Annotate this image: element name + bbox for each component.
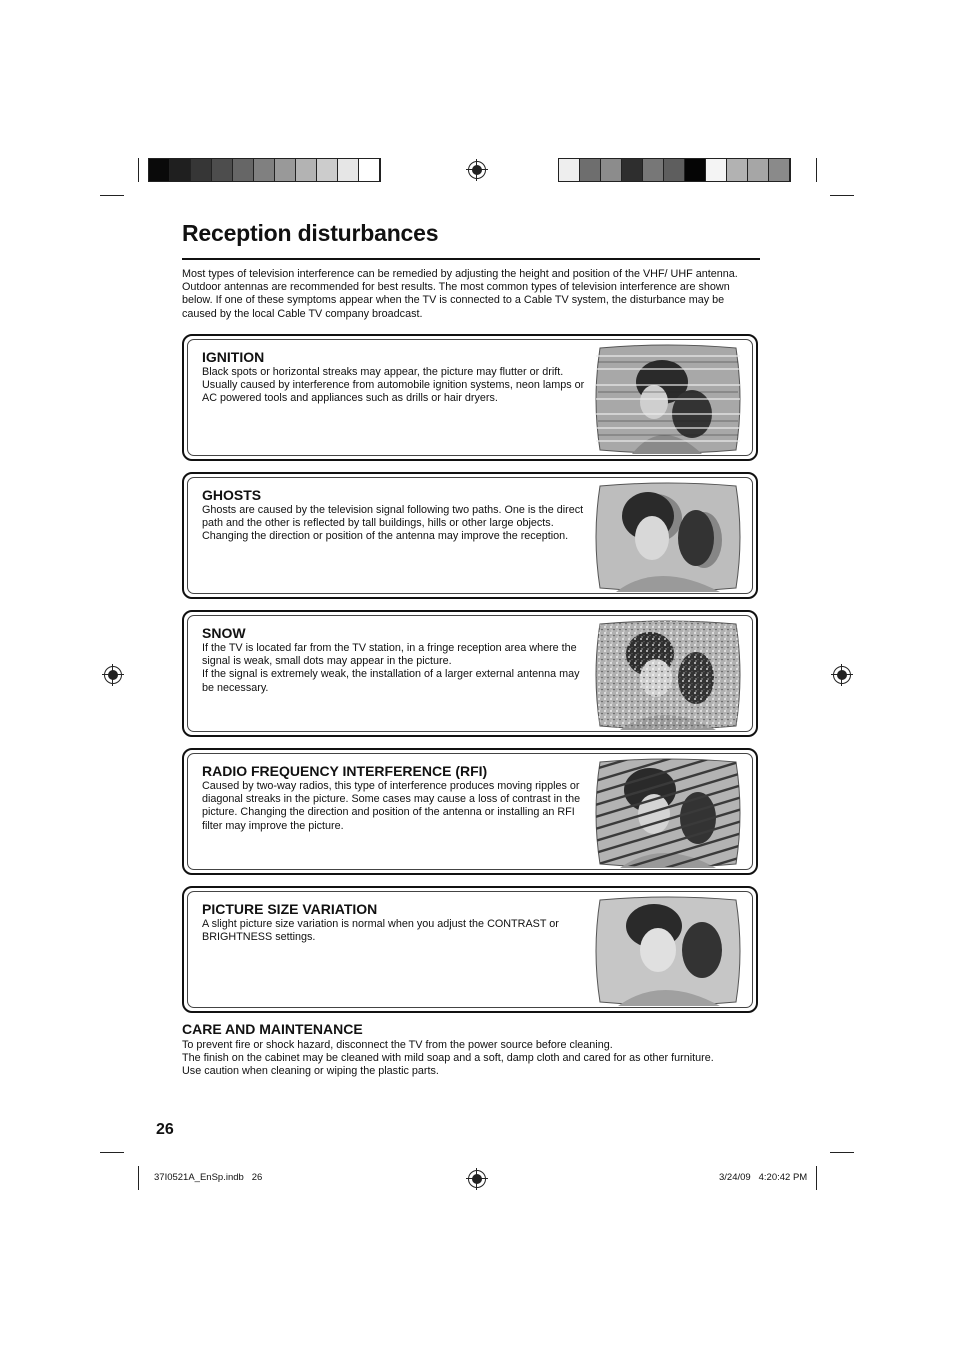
color-swatch [664, 159, 685, 181]
color-swatch [727, 159, 748, 181]
color-swatch [769, 159, 790, 181]
section-ignition [182, 334, 758, 461]
page-number: 26 [156, 1121, 174, 1138]
color-swatch [254, 159, 275, 181]
crop-mark [816, 1166, 817, 1190]
care-text: To prevent fire or shock hazard, disconnect the TV from the power source before cleaning. The finish on the cabinet may be cleaned with mild soap and a soft, damp cloth and cared for as other furniture. Use caution when cleaning or wiping the plastic parts. [182, 1039, 714, 1078]
intro-paragraph: Most types of television interference can be remedied by adjusting the height and position of the VHF/ UHF antenna. Outdoor antennas are recommended for best results. The most common types of television interference are shown below. If one of these symptoms appear when the TV is connected to a Cable TV system, the disturbance may be caused by the local Cable TV company broadcast. [182, 268, 738, 320]
color-swatch [622, 159, 643, 181]
crop-mark [830, 195, 854, 196]
registration-mark-icon [468, 1170, 486, 1188]
title-rule [182, 258, 760, 260]
crop-mark [100, 195, 124, 196]
crop-mark [100, 1152, 124, 1153]
section-text: Caused by two-way radios, this type of interference produces moving ripples or diagonal streaks in the picture. Some cases may cause a loss of contrast in the picture. Changing the direction and position of the antenna or installing an RFI filter may improve the picture. [202, 780, 581, 832]
crop-mark [138, 1166, 139, 1190]
color-swatch [233, 159, 254, 181]
crop-mark [138, 158, 139, 182]
section-snow [182, 610, 758, 737]
crop-mark [830, 1152, 854, 1153]
color-swatch [559, 159, 580, 181]
color-calibration-bar-right [558, 158, 791, 182]
color-swatch [748, 159, 769, 181]
tv-screen-snow-image [592, 620, 744, 730]
color-swatch [359, 159, 380, 181]
section-ghosts [182, 472, 758, 599]
color-swatch [580, 159, 601, 181]
color-swatch [601, 159, 622, 181]
color-swatch [706, 159, 727, 181]
color-swatch [685, 159, 706, 181]
color-swatch [212, 159, 233, 181]
section-text: Ghosts are caused by the television signal following two paths. One is the direct path and the other is reflected by tall buildings, hills or other large objects. Changing the direction or position of the antenna may improve the reception. [202, 504, 584, 543]
registration-mark-icon [468, 161, 486, 179]
color-swatch [338, 159, 359, 181]
care-heading: CARE AND MAINTENANCE [182, 1021, 363, 1037]
footer-file-name: 37I0521A_EnSp.indb 26 [154, 1172, 263, 1183]
section-text: Black spots or horizontal streaks may appear, the picture may flutter or drift. Usually caused by interference from automobile ignition systems, neon lamps or AC powered tools and appliances such as drills or hair dryers. [202, 366, 585, 405]
section-heading: RADIO FREQUENCY INTERFERENCE (RFI) [202, 763, 488, 779]
section-heading: GHOSTS [202, 487, 262, 503]
registration-mark-icon [104, 666, 122, 684]
tv-screen-ignition-image [592, 344, 744, 454]
color-swatch [317, 159, 338, 181]
tv-screen-size-variation-image [592, 896, 744, 1006]
section-picture-size-variation [182, 886, 758, 1013]
registration-mark-icon [833, 666, 851, 684]
section-text: A slight picture size variation is normal when you adjust the CONTRAST or BRIGHTNESS settings. [202, 918, 559, 944]
color-calibration-bar-left [148, 158, 381, 182]
section-heading: SNOW [202, 625, 246, 641]
section-heading: PICTURE SIZE VARIATION [202, 901, 378, 917]
color-swatch [275, 159, 296, 181]
color-swatch [296, 159, 317, 181]
section-rfi [182, 748, 758, 875]
section-text: If the TV is located far from the TV station, in a fringe reception area where the signal is weak, small dots may appear in the picture. If the signal is extremely weak, the installation of a larger external antenna may be necessary. [202, 642, 580, 694]
color-swatch [149, 159, 170, 181]
color-swatch [643, 159, 664, 181]
footer-timestamp: 3/24/09 4:20:42 PM [719, 1172, 808, 1183]
color-swatch [170, 159, 191, 181]
page-title: Reception disturbances [182, 220, 439, 246]
tv-screen-rfi-image [592, 758, 744, 868]
crop-mark [816, 158, 817, 182]
color-swatch [191, 159, 212, 181]
section-heading: IGNITION [202, 349, 265, 365]
tv-screen-ghosts-image [592, 482, 744, 592]
